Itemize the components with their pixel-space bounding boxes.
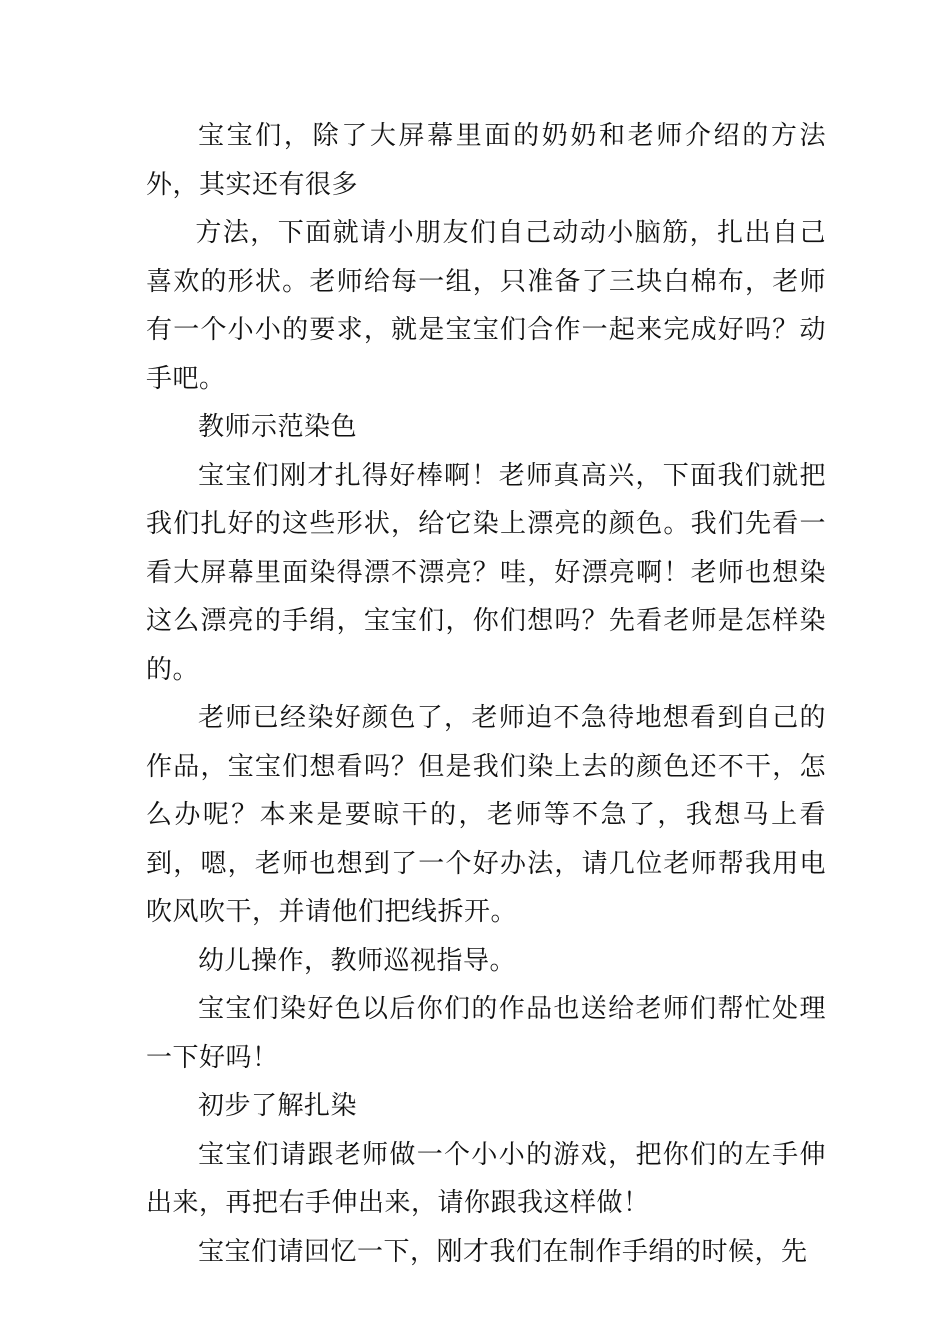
section-heading-tie-dye-intro: 初步了解扎染	[198, 1091, 358, 1121]
paragraph-2: 方法，下面就请小朋友们自己动动小脑筋，扎出自己喜欢的形状。老师给每一组，只准备了三块白棉布，老师有一个小小的要求，就是宝宝们合作一起来完成好吗？动手吧。	[146, 218, 826, 394]
paragraph-7: 宝宝们请回忆一下，刚才我们在制作手绢的时候，先	[198, 1236, 808, 1267]
paragraph-3: 宝宝们刚才扎得好棒啊！老师真高兴，下面我们就把我们扎好的这些形状，给它染上漂亮的颜色。我们先看一看大屏幕里面染得漂不漂亮？哇，好漂亮啊！老师也想染这么漂亮的手绢，宝宝们，你们想吗？先看老师是怎样染的。	[146, 460, 826, 685]
paragraph-6: 宝宝们请跟老师做一个小小的游戏，把你们的左手伸出来，再把右手伸出来，请你跟我这样做！	[146, 1139, 826, 1218]
document-body	[146, 112, 826, 1276]
section-heading-demo-dyeing: 教师示范染色	[198, 412, 358, 442]
section-heading-child-operation: 幼儿操作，教师巡视指导。	[198, 945, 517, 976]
paragraph-4: 老师已经染好颜色了，老师迫不急待地想看到自己的作品，宝宝们想看吗？但是我们染上去的颜色还不干，怎么办呢？本来是要晾干的，老师等不急了，我想马上看到，嗯，老师也想到了一个好办法，请几位老师帮我用电吹风吹干，并请他们把线拆开。	[146, 703, 826, 927]
paragraph-5: 宝宝们染好色以后你们的作品也送给老师们帮忙处理一下好吗！	[146, 994, 826, 1073]
paragraph-1: 宝宝们，除了大屏幕里面的奶奶和老师介绍的方法外，其实还有很多	[146, 121, 826, 200]
